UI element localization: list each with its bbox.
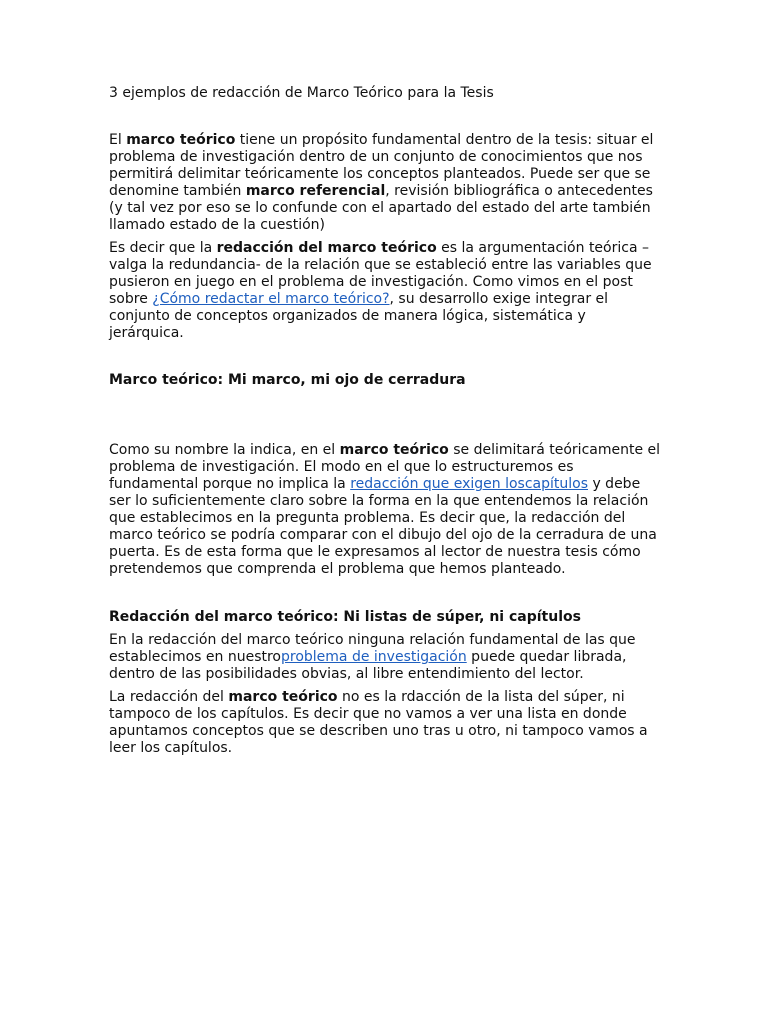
text-span: se delimitará teóricamente el problema de investigación. El modo en el que lo estructuremos es fundamental porque no implica la: [109, 442, 661, 492]
document-title: 3 ejemplos de redacción de Marco Teórico para la Tesis: [109, 85, 494, 101]
text-span: tiene un propósito fundamental dentro de la tesis: situar el problema de investigación dentro de un conjunto de conocimientos que nos permitirá delimitar teóricamente los conceptos planteados. Puede ser que se denomine también: [109, 132, 654, 199]
bold-term: marco teórico: [228, 689, 338, 705]
paragraph-intro: [109, 132, 661, 234]
paragraph-definition: [109, 240, 661, 342]
text-span: El: [109, 132, 127, 148]
text-span: y debe ser lo suficientemente claro sobre la forma en la que entendemos la relación que establecimos en la pregunta problema. Es decir que, la redacción del marco teórico se podría comparar con el dibujo del ojo de la cerradura de una puerta. Es de esta forma que le expresamos al lector de nuestra tesis cómo pretendemos que comprenda el problema que hemos planteado.: [109, 476, 657, 577]
text-span: La redacción del: [109, 689, 229, 705]
link-como-redactar[interactable]: ¿Cómo redactar el marco teórico?: [152, 291, 390, 307]
link-redaccion-capitulos[interactable]: redacción que exigen loscapítulos: [350, 476, 588, 492]
paragraph-cerradura: [109, 442, 661, 578]
paragraph-lista-super: [109, 689, 661, 757]
text-span: En la redacción del marco teórico ninguna relación fundamental de las que establecimos en nuestro: [109, 632, 636, 665]
document-page: [109, 85, 661, 763]
paragraph-relacion: [109, 632, 661, 683]
text-span: Es decir que la: [109, 240, 217, 256]
text-span: , revisión bibliográfica o antecedentes (y tal vez por eso se lo confunde con el apartado del estado del arte también llamado estado de la cuestión): [109, 183, 653, 233]
bold-term: marco teórico: [126, 132, 236, 148]
text-span: es la argumentación teórica – valga la redundancia- de la relación que se estableció entre las variables que pusieron en juego en el problema de investigación. Como vimos en el post sobre: [109, 240, 652, 307]
text-span: Como su nombre la indica, en el: [109, 442, 340, 458]
bold-term: redacción del marco teórico: [216, 240, 437, 256]
text-span: , su desarrollo exige integrar el conjunto de conceptos organizados de manera lógica, sistemática y jerárquica.: [109, 291, 609, 341]
section-heading-listas: Redacción del marco teórico: Ni listas de súper, ni capítulos: [109, 609, 581, 625]
bold-term: marco teórico: [339, 442, 449, 458]
section-heading-marco: Marco teórico: Mi marco, mi ojo de cerradura: [109, 372, 466, 388]
text-span: no es la rdacción de la lista del súper, ni tampoco de los capítulos. Es decir que no vamos a ver una lista en donde apuntamos conceptos que se describen uno tras u otro, ni tampoco vamos a leer los capítulos.: [109, 689, 648, 756]
text-span: puede quedar librada, dentro de las posibilidades obvias, al libre entendimiento del lector.: [109, 649, 627, 682]
bold-term: marco referencial: [245, 183, 386, 199]
link-problema-investigacion[interactable]: problema de investigación: [281, 649, 467, 665]
